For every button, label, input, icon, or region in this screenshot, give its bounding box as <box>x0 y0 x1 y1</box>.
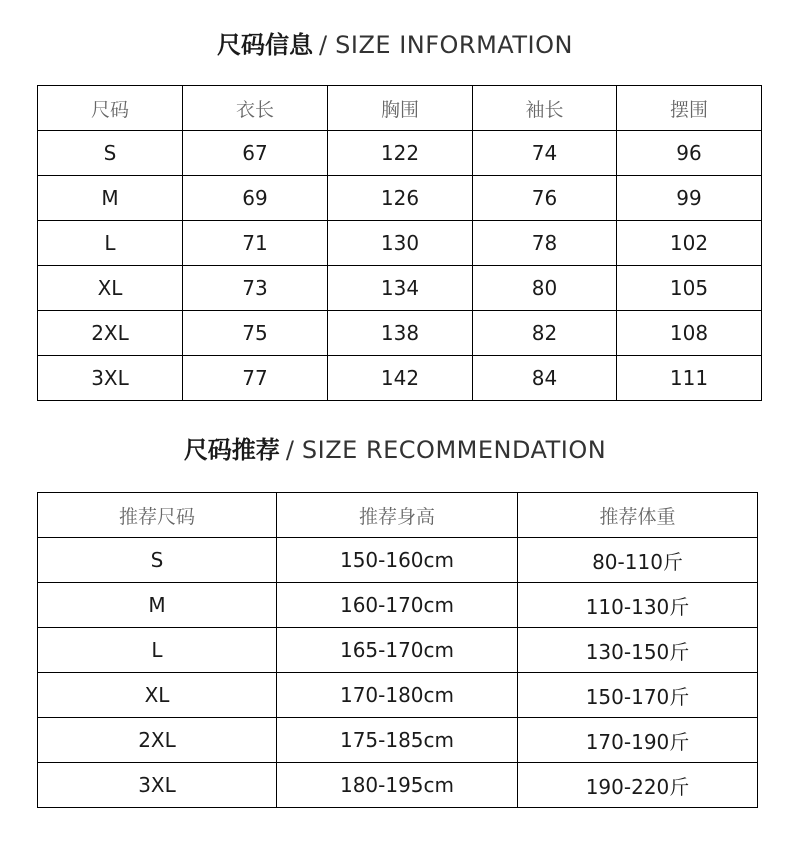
size-cell: S <box>38 538 277 583</box>
weight-cell: 130-150斤 <box>518 628 758 673</box>
size-rec-title-en: SIZE RECOMMENDATION <box>301 436 607 464</box>
table-cell: 99 <box>617 176 762 221</box>
table-cell: 78 <box>473 221 617 266</box>
table-row <box>38 763 758 808</box>
table-cell: 84 <box>473 356 617 401</box>
size-info-table <box>37 85 762 401</box>
header-cell: 衣长 <box>183 86 328 131</box>
table-row <box>38 583 758 628</box>
table-cell: 77 <box>183 356 328 401</box>
table-cell: 96 <box>617 131 762 176</box>
table-cell: 122 <box>328 131 473 176</box>
table-row <box>38 176 762 221</box>
table-row <box>38 673 758 718</box>
height-cell: 150-160cm <box>277 538 518 583</box>
size-cell: 3XL <box>38 356 183 401</box>
weight-cell: 190-220斤 <box>518 763 758 808</box>
size-cell: 3XL <box>38 763 277 808</box>
table-cell: 105 <box>617 266 762 311</box>
table-cell: 134 <box>328 266 473 311</box>
size-info-title-cn: 尺码信息 <box>217 31 314 59</box>
header-cell: 推荐体重 <box>518 493 758 538</box>
weight-cell: 170-190斤 <box>518 718 758 763</box>
size-info-title <box>0 30 790 60</box>
weight-cell: 80-110斤 <box>518 538 758 583</box>
size-info-title-en: SIZE INFORMATION <box>335 31 573 59</box>
size-cell: 2XL <box>38 311 183 356</box>
size-cell: XL <box>38 266 183 311</box>
height-cell: 180-195cm <box>277 763 518 808</box>
header-cell: 胸围 <box>328 86 473 131</box>
table-cell: 126 <box>328 176 473 221</box>
height-cell: 175-185cm <box>277 718 518 763</box>
table-row <box>38 718 758 763</box>
table-cell: 76 <box>473 176 617 221</box>
table-header-row <box>38 86 762 131</box>
height-cell: 170-180cm <box>277 673 518 718</box>
table-row <box>38 311 762 356</box>
table-cell: 102 <box>617 221 762 266</box>
weight-cell: 150-170斤 <box>518 673 758 718</box>
size-rec-title-cn: 尺码推荐 <box>183 436 280 464</box>
height-cell: 165-170cm <box>277 628 518 673</box>
size-cell: XL <box>38 673 277 718</box>
header-cell: 尺码 <box>38 86 183 131</box>
table-row <box>38 266 762 311</box>
table-cell: 75 <box>183 311 328 356</box>
table-cell: 67 <box>183 131 328 176</box>
header-cell: 推荐尺码 <box>38 493 277 538</box>
size-cell: M <box>38 583 277 628</box>
size-cell: S <box>38 131 183 176</box>
table-row <box>38 538 758 583</box>
table-row <box>38 356 762 401</box>
size-cell: L <box>38 628 277 673</box>
table-cell: 82 <box>473 311 617 356</box>
table-cell: 73 <box>183 266 328 311</box>
size-rec-title <box>0 435 790 465</box>
table-cell: 138 <box>328 311 473 356</box>
size-rec-table <box>37 492 758 808</box>
table-cell: 74 <box>473 131 617 176</box>
size-cell: L <box>38 221 183 266</box>
table-cell: 80 <box>473 266 617 311</box>
title-separator: / <box>285 436 294 464</box>
table-cell: 108 <box>617 311 762 356</box>
weight-cell: 110-130斤 <box>518 583 758 628</box>
title-separator: / <box>319 31 328 59</box>
table-row <box>38 628 758 673</box>
table-cell: 69 <box>183 176 328 221</box>
size-cell: M <box>38 176 183 221</box>
header-cell: 摆围 <box>617 86 762 131</box>
header-cell: 袖长 <box>473 86 617 131</box>
table-cell: 71 <box>183 221 328 266</box>
table-row <box>38 221 762 266</box>
size-cell: 2XL <box>38 718 277 763</box>
table-row <box>38 131 762 176</box>
table-header-row <box>38 493 758 538</box>
header-cell: 推荐身高 <box>277 493 518 538</box>
table-cell: 142 <box>328 356 473 401</box>
table-cell: 130 <box>328 221 473 266</box>
table-cell: 111 <box>617 356 762 401</box>
height-cell: 160-170cm <box>277 583 518 628</box>
